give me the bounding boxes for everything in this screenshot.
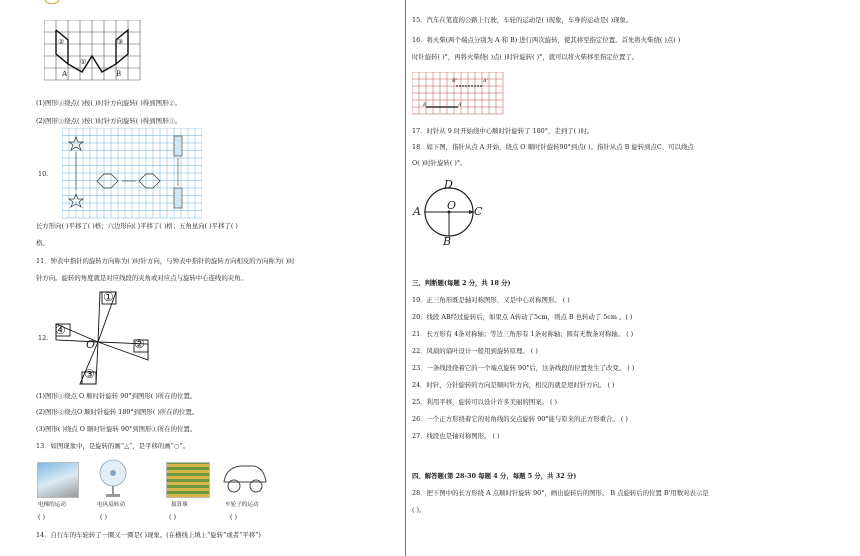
question-28-text-cont: ( )。 (412, 506, 426, 514)
fig1-label-c1: ① (80, 58, 87, 66)
logo-icon (44, 0, 60, 4)
question-12-part2: (2)图形②绕点O 顺时针旋转 180°到图形( )所在的位置。 (36, 408, 199, 416)
fan-image (96, 458, 130, 498)
fig16-label-b-prime: B' (452, 78, 458, 84)
fig16-label-b: B (423, 102, 427, 108)
section-4-heading: 四、解答题(第 28-30 每题 4 分，每题 5 分，共 32 分) (412, 472, 577, 480)
judge-item-21: 21．长方形有 4条对称轴；等边三角形有 1条对称轴；圆有无数条对称轴。 ( ) (412, 330, 634, 338)
judge-item-23: 23．一条线段绕着它的一个端点旋转 90°后，这条线段的位置发生了改变。 ( ) (412, 364, 635, 372)
elevator-image (37, 462, 79, 498)
caption-car-wheel: 车轮子的运动 (225, 502, 259, 508)
question-18-text-cont: O( )时针旋转( )°。 (412, 159, 467, 167)
fig12-label-4: ④ (55, 323, 66, 337)
question-14-text: 14．自行车的车轮转了一圈又一圈是( )现象。(在横线上填上“旋转”或者“平移”) (36, 531, 261, 539)
fig18-label-b: B (443, 235, 452, 248)
question-17-text: 17．时针从 9 时开始绕中心顺时针旋转了 180°，走到了( )时。 (412, 127, 594, 135)
translation-grid-figure-10 (62, 128, 202, 220)
question-10-text-end: 格。 (36, 239, 49, 247)
fig16-label-a-prime: A' (483, 78, 488, 84)
fig1-label-b: B (116, 70, 122, 78)
question-11-text-cont: 针方向。旋转的角度就是对应线段的夹角或对应点与旋转中心连线的夹角。 (36, 274, 247, 282)
question-fig1-part2: (2)图形①绕点( )按( )时针方向旋转( )得到图形③。 (36, 117, 182, 125)
judge-item-22: 22．风扇的扇叶设计一般用到旋转原理。 ( ) (412, 347, 538, 355)
question-12-number: 12. (38, 334, 49, 342)
fig18-label-o: O (447, 199, 457, 212)
caption-fan: 电风扇转动 (97, 502, 125, 508)
question-12-part1: (1)图形①绕点 O 顺时针旋转 90°到图形( )所在的位置。 (36, 392, 197, 400)
question-10-number: 10. (38, 170, 49, 178)
caption-abacus: 拔算珠 (171, 502, 188, 508)
answer-blank-abacus[interactable]: ( ) (169, 513, 177, 521)
section-3-heading: 三、判断题(每题 2 分，共 18 分) (412, 279, 511, 287)
question-13-text: 13．如图现象中，是旋转的画“△”，是平移的画“○”。 (36, 442, 190, 450)
judge-item-19: 19．正三角形既是轴对称图形，又是中心对称图形。 ( ) (412, 296, 570, 304)
fig18-label-c: C (474, 205, 483, 218)
fig16-label-a: A (458, 102, 462, 108)
fig1-label-a: A (62, 70, 68, 78)
fig18-label-d: D (444, 178, 453, 191)
question-fig1-part1: (1)图形①绕点( )按( )时针方向旋转( )得到图形②。 (36, 99, 182, 107)
judge-item-26: 26．一个正方形绕着它的对角线的交点旋转 90°能与原来的正方形重合。 ( ) (412, 415, 628, 423)
fig12-center-o: O (86, 338, 96, 351)
answer-blank-fan[interactable]: ( ) (100, 513, 108, 521)
question-16-text-cont: 时针旋转( )°，再将火柴绕( )点( )时针旋转( )°，就可以将火柴移至指定位置了。 (412, 53, 639, 61)
fig1-label-c3: ③ (117, 38, 124, 46)
caption-elevator: 电梯的运动 (38, 502, 66, 508)
fig1-label-c2: ② (58, 38, 65, 46)
question-10-text: 长方形向( )平移了( )格；六边形向( )平移了( )格；五角星向( )平移了( ) (36, 222, 238, 230)
judge-item-25: 25．利用平移，旋转可以设计许多美丽的图案。 ( ) (412, 398, 557, 406)
fig12-label-2: ② (134, 337, 145, 351)
judge-item-24: 24．时针，分针旋转的方向是顺时针方向，相反的就是逆时针方向。 ( ) (412, 381, 615, 389)
judge-item-27: 27．线段也是轴对称图形。 ( ) (412, 432, 500, 440)
question-28-text: 28．把下图中的长方形绕 A 点顺时针旋转 90°，画出旋转后的图形。 B 点旋转后的位置 B'用数对表示是 (412, 489, 709, 497)
fig18-label-a: A (413, 205, 421, 218)
question-15-text: 15．汽车在笔直的公路上行驶，车轮的运动是( )现象，车身的运动是( )现象。 (412, 16, 633, 24)
matchstick-grid-figure-16 (412, 72, 506, 116)
answer-blank-car-wheel[interactable]: ( ) (230, 513, 238, 521)
question-18-text: 18．如下图，指针从点 A 开始，绕点 O 顺时针旋转90°到点( )。指针从点 B 旋转到点C，可以绕点 (412, 143, 694, 151)
column-divider (405, 0, 406, 556)
question-16-text: 16．将火柴(两个端点分别为 A 和 B) 进行两次旋转，使其移至指定位置。首先将火柴绕( )点( ) (412, 36, 681, 44)
judge-item-20: 20．线段 AB经过旋转后，如果点 A转动了5cm，则点 B 也转动了 5cm 。( ) (412, 313, 633, 321)
answer-blank-elevator[interactable]: ( ) (38, 513, 46, 521)
car-wheel-image (220, 460, 270, 496)
abacus-image (166, 462, 210, 498)
fig12-label-1: ① (103, 290, 114, 304)
fig12-label-3: ③ (84, 367, 95, 381)
rotation-grid-figure-1 (44, 20, 144, 82)
question-12-part3: (3)图形( )绕点 O 顺时针旋转 90°到图形①所在的位置。 (36, 425, 197, 433)
question-11-text: 11．钟表中指针的旋转方向称为( )时针方向，与钟表中指针的旋转方向相反的方向称为( )时 (36, 257, 295, 265)
